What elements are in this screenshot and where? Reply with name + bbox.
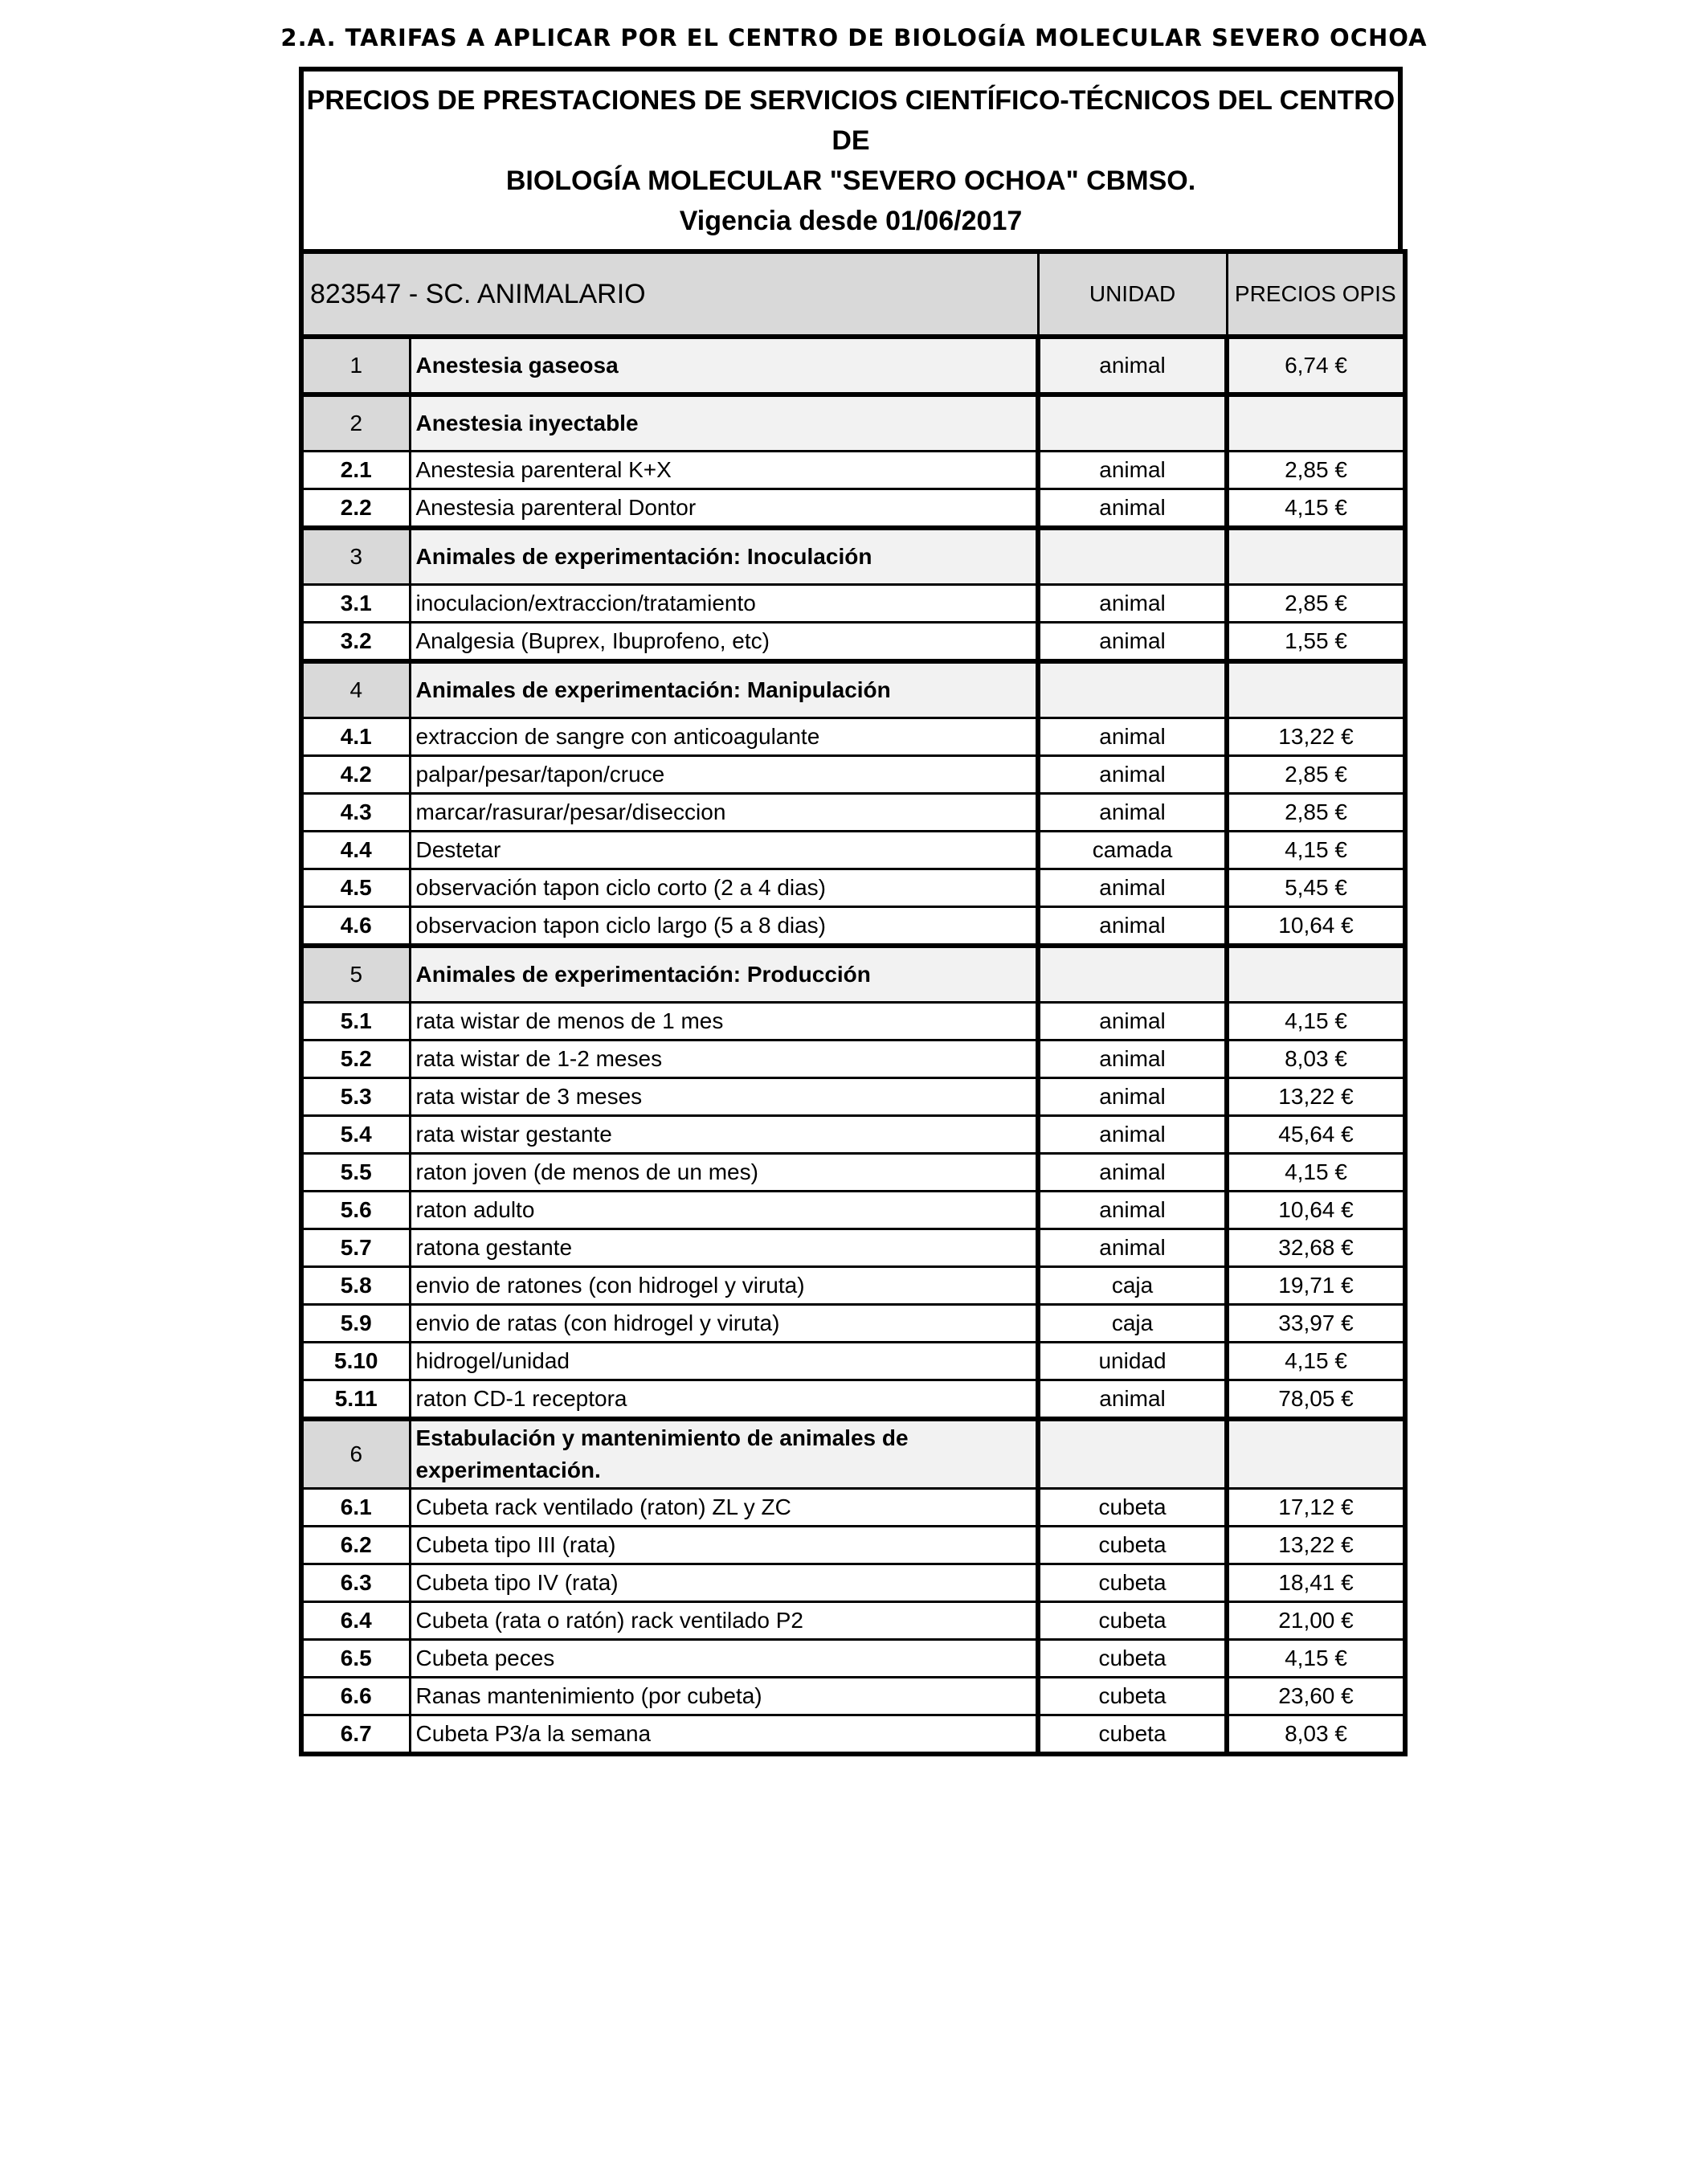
- item-price: 2,85 €: [1227, 585, 1405, 623]
- table-row: [301, 1380, 1405, 1420]
- item-unit: animal: [1038, 623, 1227, 662]
- section-title: Anestesia inyectable: [410, 395, 1038, 452]
- table-row: [301, 832, 1405, 869]
- table-row: [301, 1229, 1405, 1267]
- item-number: 5.9: [301, 1305, 410, 1343]
- section-row: [301, 528, 1405, 585]
- item-price: 17,12 €: [1227, 1489, 1405, 1527]
- item-unit: camada: [1038, 832, 1227, 869]
- item-description: observación tapon ciclo corto (2 a 4 dias): [410, 869, 1038, 907]
- section-price: 6,74 €: [1227, 337, 1405, 395]
- item-price: 4,15 €: [1227, 1154, 1405, 1192]
- item-description: envio de ratas (con hidrogel y viruta): [410, 1305, 1038, 1343]
- item-price: 4,15 €: [1227, 489, 1405, 529]
- item-description: Anestesia parenteral Dontor: [410, 489, 1038, 529]
- section-price: [1227, 1419, 1405, 1489]
- item-price: 13,22 €: [1227, 718, 1405, 756]
- section-price: [1227, 395, 1405, 452]
- table-body: [301, 337, 1405, 1754]
- item-number: 5.3: [301, 1078, 410, 1116]
- title-box: [299, 67, 1403, 249]
- item-price: 23,60 €: [1227, 1678, 1405, 1715]
- table-row: [301, 1343, 1405, 1380]
- table-row: [301, 1640, 1405, 1678]
- item-unit: animal: [1038, 756, 1227, 794]
- item-number: 5.7: [301, 1229, 410, 1267]
- item-price: 45,64 €: [1227, 1116, 1405, 1154]
- section-number: 4: [301, 661, 410, 718]
- item-price: 4,15 €: [1227, 832, 1405, 869]
- item-price: 2,85 €: [1227, 452, 1405, 489]
- title-line-3: Vigencia desde 01/06/2017: [679, 205, 1023, 236]
- table-row: [301, 756, 1405, 794]
- section-price: [1227, 661, 1405, 718]
- column-header-row: [301, 251, 1405, 337]
- item-description: rata wistar de 1-2 meses: [410, 1041, 1038, 1078]
- item-number: 5.5: [301, 1154, 410, 1192]
- item-unit: animal: [1038, 1041, 1227, 1078]
- item-number: 4.1: [301, 718, 410, 756]
- item-unit: animal: [1038, 585, 1227, 623]
- table-row: [301, 1192, 1405, 1229]
- item-unit: animal: [1038, 1154, 1227, 1192]
- section-row: [301, 395, 1405, 452]
- item-number: 4.3: [301, 794, 410, 832]
- table-row: [301, 1154, 1405, 1192]
- item-number: 4.5: [301, 869, 410, 907]
- table-row: [301, 623, 1405, 662]
- item-price: 2,85 €: [1227, 756, 1405, 794]
- item-description: hidrogel/unidad: [410, 1343, 1038, 1380]
- item-description: raton joven (de menos de un mes): [410, 1154, 1038, 1192]
- section-number: 6: [301, 1419, 410, 1489]
- section-row: [301, 661, 1405, 718]
- section-number: 2: [301, 395, 410, 452]
- section-number: 1: [301, 337, 410, 395]
- item-description: raton adulto: [410, 1192, 1038, 1229]
- table-row: [301, 1116, 1405, 1154]
- item-price: 4,15 €: [1227, 1003, 1405, 1041]
- section-unit: [1038, 1419, 1227, 1489]
- section-number: 5: [301, 946, 410, 1003]
- item-number: 5.6: [301, 1192, 410, 1229]
- section-title: Animales de experimentación: Producción: [410, 946, 1038, 1003]
- section-unit: [1038, 946, 1227, 1003]
- item-unit: cubeta: [1038, 1564, 1227, 1602]
- item-number: 6.6: [301, 1678, 410, 1715]
- section-unit: [1038, 528, 1227, 585]
- item-description: Destetar: [410, 832, 1038, 869]
- item-description: Cubeta (rata o ratón) rack ventilado P2: [410, 1602, 1038, 1640]
- section-title: Animales de experimentación: Manipulación: [410, 661, 1038, 718]
- item-number: 2.1: [301, 452, 410, 489]
- section-number: 3: [301, 528, 410, 585]
- table-row: [301, 1715, 1405, 1755]
- section-title: Estabulación y mantenimiento de animales de experimentación.: [410, 1419, 1038, 1489]
- item-price: 32,68 €: [1227, 1229, 1405, 1267]
- section-price: [1227, 528, 1405, 585]
- item-description: Cubeta P3/a la semana: [410, 1715, 1038, 1755]
- item-number: 4.6: [301, 907, 410, 946]
- table-row: [301, 1078, 1405, 1116]
- item-number: 6.4: [301, 1602, 410, 1640]
- section-unit: animal: [1038, 337, 1227, 395]
- item-unit: animal: [1038, 718, 1227, 756]
- item-number: 3.1: [301, 585, 410, 623]
- item-number: 6.3: [301, 1564, 410, 1602]
- title-line-1: PRECIOS DE PRESTACIONES DE SERVICIOS CIENTÍFICO-TÉCNICOS DEL CENTRO DE: [306, 84, 1395, 156]
- table-row: [301, 489, 1405, 529]
- item-description: Cubeta peces: [410, 1640, 1038, 1678]
- item-description: extraccion de sangre con anticoagulante: [410, 718, 1038, 756]
- item-number: 4.4: [301, 832, 410, 869]
- section-row: [301, 1419, 1405, 1489]
- table-row: [301, 718, 1405, 756]
- table-row: [301, 1564, 1405, 1602]
- item-number: 5.8: [301, 1267, 410, 1305]
- document-heading: 2.A. TARIFAS A APLICAR POR EL CENTRO DE BIOLOGÍA MOLECULAR SEVERO OCHOA: [280, 24, 1428, 51]
- item-unit: animal: [1038, 794, 1227, 832]
- table-row: [301, 1305, 1405, 1343]
- table-row: [301, 1041, 1405, 1078]
- table-row: [301, 1267, 1405, 1305]
- price-sheet: [299, 67, 1403, 1756]
- item-number: 5.4: [301, 1116, 410, 1154]
- item-unit: animal: [1038, 1192, 1227, 1229]
- item-price: 10,64 €: [1227, 1192, 1405, 1229]
- table-row: [301, 794, 1405, 832]
- column-header-price: PRECIOS OPIS: [1227, 251, 1405, 337]
- item-unit: cubeta: [1038, 1640, 1227, 1678]
- item-description: marcar/rasurar/pesar/diseccion: [410, 794, 1038, 832]
- item-price: 8,03 €: [1227, 1041, 1405, 1078]
- item-unit: cubeta: [1038, 1527, 1227, 1564]
- item-description: raton CD-1 receptora: [410, 1380, 1038, 1420]
- item-unit: animal: [1038, 452, 1227, 489]
- item-price: 33,97 €: [1227, 1305, 1405, 1343]
- item-price: 19,71 €: [1227, 1267, 1405, 1305]
- item-price: 2,85 €: [1227, 794, 1405, 832]
- item-price: 21,00 €: [1227, 1602, 1405, 1640]
- item-number: 5.2: [301, 1041, 410, 1078]
- item-price: 1,55 €: [1227, 623, 1405, 662]
- item-number: 6.5: [301, 1640, 410, 1678]
- table-row: [301, 1489, 1405, 1527]
- item-description: rata wistar de 3 meses: [410, 1078, 1038, 1116]
- table-row: [301, 869, 1405, 907]
- item-description: rata wistar de menos de 1 mes: [410, 1003, 1038, 1041]
- title-line-2: BIOLOGÍA MOLECULAR "SEVERO OCHOA" CBMSO.: [505, 165, 1196, 196]
- item-number: 5.1: [301, 1003, 410, 1041]
- item-description: Analgesia (Buprex, Ibuprofeno, etc): [410, 623, 1038, 662]
- item-description: envio de ratones (con hidrogel y viruta): [410, 1267, 1038, 1305]
- item-price: 18,41 €: [1227, 1564, 1405, 1602]
- item-unit: animal: [1038, 1003, 1227, 1041]
- item-description: Ranas mantenimiento (por cubeta): [410, 1678, 1038, 1715]
- table-row: [301, 585, 1405, 623]
- item-number: 4.2: [301, 756, 410, 794]
- table-row: [301, 1527, 1405, 1564]
- section-title: Animales de experimentación: Inoculación: [410, 528, 1038, 585]
- item-unit: cubeta: [1038, 1489, 1227, 1527]
- item-number: 6.7: [301, 1715, 410, 1755]
- item-description: Cubeta rack ventilado (raton) ZL y ZC: [410, 1489, 1038, 1527]
- item-unit: animal: [1038, 489, 1227, 529]
- item-price: 10,64 €: [1227, 907, 1405, 946]
- section-row: [301, 337, 1405, 395]
- section-row: [301, 946, 1405, 1003]
- item-description: Cubeta tipo IV (rata): [410, 1564, 1038, 1602]
- item-unit: animal: [1038, 1078, 1227, 1116]
- item-unit: animal: [1038, 1116, 1227, 1154]
- item-unit: animal: [1038, 1229, 1227, 1267]
- section-price: [1227, 946, 1405, 1003]
- item-unit: caja: [1038, 1305, 1227, 1343]
- item-unit: cubeta: [1038, 1678, 1227, 1715]
- price-table: [299, 249, 1408, 1756]
- item-unit: cubeta: [1038, 1602, 1227, 1640]
- item-price: 5,45 €: [1227, 869, 1405, 907]
- item-description: Anestesia parenteral K+X: [410, 452, 1038, 489]
- item-unit: animal: [1038, 1380, 1227, 1420]
- item-unit: unidad: [1038, 1343, 1227, 1380]
- service-title: 823547 - SC. ANIMALARIO: [301, 251, 1038, 337]
- table-row: [301, 1003, 1405, 1041]
- item-price: 13,22 €: [1227, 1078, 1405, 1116]
- item-price: 4,15 €: [1227, 1640, 1405, 1678]
- item-number: 3.2: [301, 623, 410, 662]
- item-number: 6.2: [301, 1527, 410, 1564]
- item-description: inoculacion/extraccion/tratamiento: [410, 585, 1038, 623]
- item-number: 6.1: [301, 1489, 410, 1527]
- item-unit: cubeta: [1038, 1715, 1227, 1755]
- item-price: 8,03 €: [1227, 1715, 1405, 1755]
- item-number: 2.2: [301, 489, 410, 529]
- item-unit: animal: [1038, 869, 1227, 907]
- item-price: 78,05 €: [1227, 1380, 1405, 1420]
- item-price: 13,22 €: [1227, 1527, 1405, 1564]
- item-description: Cubeta tipo III (rata): [410, 1527, 1038, 1564]
- column-header-unit: UNIDAD: [1038, 251, 1227, 337]
- item-unit: animal: [1038, 907, 1227, 946]
- item-number: 5.10: [301, 1343, 410, 1380]
- item-unit: caja: [1038, 1267, 1227, 1305]
- section-unit: [1038, 395, 1227, 452]
- table-row: [301, 452, 1405, 489]
- section-unit: [1038, 661, 1227, 718]
- item-description: ratona gestante: [410, 1229, 1038, 1267]
- item-price: 4,15 €: [1227, 1343, 1405, 1380]
- item-number: 5.11: [301, 1380, 410, 1420]
- item-description: rata wistar gestante: [410, 1116, 1038, 1154]
- item-description: palpar/pesar/tapon/cruce: [410, 756, 1038, 794]
- table-row: [301, 907, 1405, 946]
- item-description: observacion tapon ciclo largo (5 a 8 dias): [410, 907, 1038, 946]
- table-row: [301, 1602, 1405, 1640]
- section-title: Anestesia gaseosa: [410, 337, 1038, 395]
- table-row: [301, 1678, 1405, 1715]
